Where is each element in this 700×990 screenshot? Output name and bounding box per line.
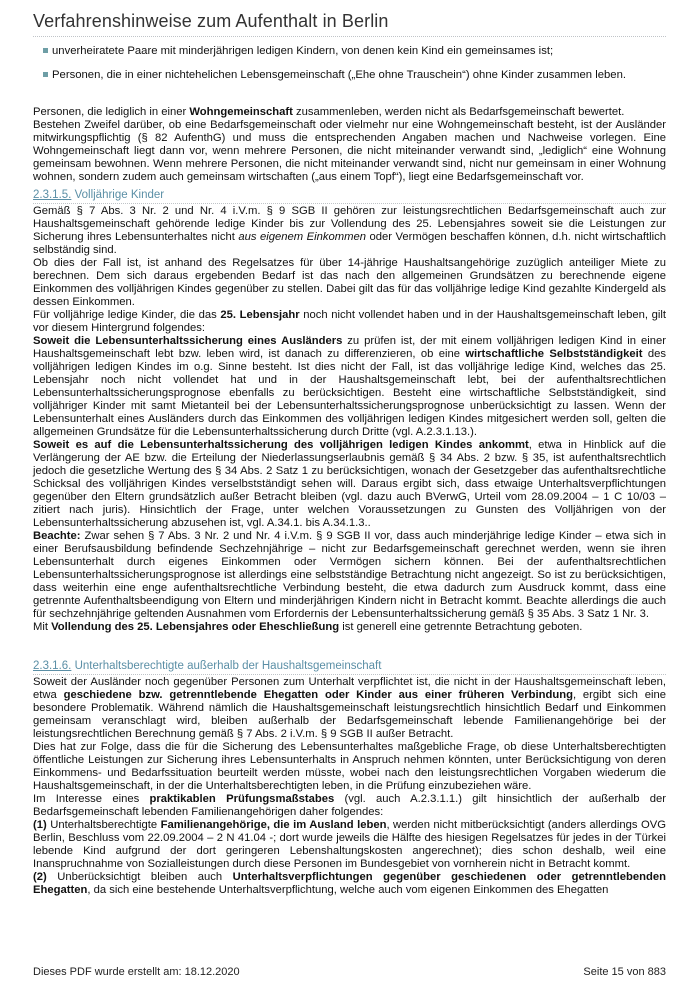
text: oder Vermögen beschaffen können, d.h. nicht wirtschaftlich selbständig sind. [33,231,666,256]
document-body [33,106,666,897]
text: Mit [33,621,52,633]
italic-text: aus eigenem Einkommen [238,231,366,243]
paragraph [33,793,666,819]
paragraph [33,106,666,119]
bullet-list [43,44,663,92]
page-number: Seite 15 von 883 [583,966,666,978]
paragraph: Bestehen Zweifel darüber, ob eine Bedarfsgemeinschaft oder vielmehr nur eine Wohngemeinschaft besteht, ist der Ausländer mitwirkungspflichtig (§ 82 AufenthG) und muss die entsprechenden Angaben machen und Nachweise vorlegen. Eine Wohngemeinschaft liegt dann vor, wenn mehrere Personen, die nicht miteinander verwandt sind, „lediglich“ eine Wohnung gemeinsam bewohnen. Wenn mehrere Personen, die nicht miteinander verwandt sind, nicht nur gemeinsam in einer Wohnung wohnen, sondern zudem auch gemeinsam wirtschaften („aus einem Topf“), liegt eine Bedarfsgemeinschaft vor. [33,119,666,183]
page-title: Verfahrenshinweise zum Aufenthalt in Berlin [33,11,666,37]
bold-text: (1) [33,819,47,831]
bold-text: Familienangehörige, die im Ausland leben [160,819,387,831]
bold-text: (2) [33,871,47,883]
bold-text: geschiedene bzw. getrenntlebende Ehegatten oder Kinder aus einer früheren Verbindung [63,689,573,701]
spacer [33,634,666,655]
text: zusammenleben, werden nicht als Bedarfsgemeinschaft bewertet. [292,106,625,118]
section-heading-2-3-1-6 [33,659,666,675]
text: zu prüfen ist, der mit einem volljährigen ledigen Kind in einer Haushaltsgemeinschaft lebt bzw. leben wird, ist danach zu differenzieren, ob eine [33,335,666,360]
paragraph [33,439,666,530]
text: , ergibt sich eine besondere Problematik. Während nämlich die Haushaltsgemeinschaft leistungsrechtlich hinsichtlich Bedarf und Einkommen gemeinsam veranschlagt wird, bleiben außerhalb der Bedarfsgemeinschaft lebende Familienangehörige bei der leistungsrechtlichen Berechnung gemäß § 7 Abs. 2 i.V.m. § 9 SGB II außer Betracht. [33,689,666,740]
bold-text: Wohngemeinschaft [189,106,293,118]
bold-text: Unterhaltsverpflichtungen gegenüber geschiedenen oder getrenntlebenden Ehegatten [33,871,666,896]
list-item [43,68,663,82]
text: Im Interesse eines [33,793,150,805]
bold-text: 25. Lebensjahr [220,309,300,321]
section-number-link[interactable]: 2.3.1.6. [33,660,72,672]
bold-text: Beachte: [33,530,81,542]
text: , werden nicht mitberücksichtigt (anders allerdings OVG Berlin, Beschluss vom 22.09.2004 – 2 N 41.04 -; dort wurde jeweils die Hälfte des hiesigen Regelsatzes für jedes in der Türkei lebende Kind aufgrund der dort geringeren Lebenshaltungskosten angerechnet); dies schon deshalb, weil eine Inanspruchnahme von Sozialleistungen durch diese Personen im Bundesgebiet von vornherein nicht in Betracht kommt. [33,819,667,870]
text: , da sich eine bestehende Unterhaltsverpflichtung, welche auch vom eigenen Einkommen des Ehegatten [87,884,609,896]
list-item-text: Personen, die in einer nichtehelichen Lebensgemeinschaft („Ehe ohne Trauschein“) ohne Kinder zusammen leben. [52,69,626,81]
text: noch nicht vollendet haben und in der Haushaltsgemeinschaft leben, gilt vor diesem Hintergrund folgendes: [33,309,666,334]
paragraph [33,871,666,897]
section-heading-2-3-1-5 [33,188,666,204]
paragraph: Ob dies der Fall ist, ist anhand des Regelsatzes für über 14-jährige Haushaltsangehörige zuzüglich anteiliger Miete zu berechnen. Dem sich daraus ergebenden Bedarf ist das nach den allgemeinen Grundsätzen zu berechnende eigene Einkommen des volljährigen Kindes gegenüber zu stellen. Dabei gilt das für das volljährige ledige Kind gezahlte Kindergeld als dessen Einkommen. [33,257,666,308]
text: Unterhaltsberechtigte [46,819,161,831]
square-bullet-icon [43,48,48,53]
text: Für volljährige ledige Kinder, die das [33,309,221,321]
creation-date: Dieses PDF wurde erstellt am: 18.12.2020 [33,966,240,978]
section-number-link[interactable]: 2.3.1.5. [33,189,72,201]
paragraph [33,205,666,257]
text: , etwa in Hinblick auf die Verlängerung der AE bzw. die Erteilung der Niederlassungserlaubnis gemäß § 34 Abs. 2 bzw. § 35, ist aufenthaltsrechtlich jedoch die gesetzliche Wertung des § 34 Abs. 2 Satz 1 zu berücksichtigen, wonach der Gesetzgeber das aufenthaltsrechtliche Schicksal des volljährigen Kindes verselbstständigt sehen will. Daraus ergibt sich, dass etwaige Unterhaltsverpflichtungen gegenüber den Eltern grundsätzlich außer Betracht bleiben (vgl. dazu auch BVerwG, Urteil vom 28.09.2004 – 1 C 10/03 – zitiert nach juris). Hinsichtlich der Frage, unter welchen Voraussetzungen zu Gunsten des Volljährigen von der Lebensunterhaltssicherung abzusehen ist, vgl. A.34.1. bis A.34.1.3.. [33,439,666,529]
text: Soweit der Ausländer noch gegenüber Personen zum Unterhalt verpflichtet ist, die nicht in der Haushaltsgemeinschaft leben, etwa [33,676,666,701]
bold-text: Soweit es auf die Lebensunterhaltssicherung des volljährigen ledigen Kindes ankommt [33,439,529,451]
paragraph [33,621,666,634]
text: Zwar sehen § 7 Abs. 3 Nr. 2 und Nr. 4 i.V.m. § 9 SGB II vor, dass auch minderjährige ledige Kinder – etwa sich in einer Berufsausbildung befindende Sechzehnjährige – nicht zur Bedarfsgemeinschaft gerechnet werden, wenn sie ihren Lebensunterhalt durch eigenes Einkommen oder Vermögen sichern können. Bei der aufenthaltsrechtlichen Lebensunterhaltssicherungsprognose ist allerdings eine selbstständige Betrachtung nicht angezeigt. So ist zu berücksichtigen, dass weiterhin eine enge aufenthaltsrechtliche Verbindung besteht, die etwa dadurch zum Ausdruck kommt, dass eine getrennte Aufenthaltsbeendigung von Eltern und minderjährigen Kindern nicht in Betracht kommt. Beachte allerdings die auch für sechzehnjährige geltenden Ausnahmen vom Erfordernis der Lebensunterhaltssicherung gemäß § 35 Abs. 3 Satz 1 Nr. 3. [33,530,666,620]
section-title: Unterhaltsberechtigte außerhalb der Haushaltsgemeinschaft [74,660,382,672]
text: des volljährigen ledigen Kindes im o.g. Sinne besteht. Ist dies nicht der Fall, ist das volljährige ledige Kind, welches das 25. Lebensjahr noch nicht vollendet hat und in der Haushaltsgemeinschaft lebt, bei der aufenthaltsrechtlichen Lebensunterhaltssicherungsprognose ebenfalls zu berücksichtigen. Besteht eine wirtschaftliche Selbstständigkeit, sind volljähriger Kinder mit samt Mietanteil bei der Lebensunterhaltssicherungsprognose unberücksichtigt zu lassen. Wenn der Lebensunterhalt eines Ausländers durch das Einkommen des volljährigen ledigen Kindes mitgesichert werden soll, gelten die allgemeinen Grundsätze für die Lebensunterhaltssicherung durch Dritte (vgl. A.2.3.1.13.). [33,348,667,438]
bold-text: praktikablen Prüfungsmaßstabes [149,793,335,805]
document-page [33,0,666,990]
text: Personen, die lediglich in einer [33,106,190,118]
bold-text: Vollendung des 25. Lebensjahres oder Eheschließung [51,621,340,633]
list-item-text: unverheiratete Paare mit minderjährigen ledigen Kindern, von denen kein Kind ein gemeinsames ist; [52,45,554,57]
text: Gemäß § 7 Abs. 3 Nr. 2 und Nr. 4 i.V.m. § 9 SGB II gehören zur leistungsrechtlichen Bedarfsgemeinschaft auch zur Haushaltsgemeinschaft gehörende ledige Kinder bis zur Vollendung des 25. Lebensjahres soweit sie die Leistungen zur Sicherung ihres Lebensunterhaltes nicht [33,205,666,243]
paragraph [33,676,666,741]
text: Unberücksichtigt bleiben auch [46,871,233,883]
square-bullet-icon [43,72,48,77]
bold-text: Soweit die Lebensunterhaltssicherung eines Ausländers [33,335,343,347]
paragraph [33,335,666,439]
section-title: Volljährige Kinder [74,189,165,201]
bold-text: wirtschaftliche Selbstständigkeit [465,348,643,360]
list-item [43,44,663,58]
paragraph [33,819,666,871]
paragraph [33,309,666,335]
paragraph [33,530,666,621]
text: (vgl. auch A.2.3.1.1.) gilt hinsichtlich der außerhalb der Bedarfsgemeinschaft lebenden Familienangehörigen daher folgendes: [33,793,666,818]
text: ist generell eine getrennte Betrachtung geboten. [339,621,583,633]
paragraph: Dies hat zur Folge, dass die für die Sicherung des Lebensunterhaltes maßgebliche Frage, ob diese Unterhaltsberechtigten öffentliche Leistungen zur Sicherung ihres Lebensunterhalts in Anspruch nehmen könnten, unter Berücksichtigung von deren Einkommens- und Bedarfssituation beurteilt werden müsste, wobei nach den leistungsrechtlichen Vorgaben wiederum die Haushaltsgemeinschaft, in der die Unterhaltsberechtigten leben, in die Prüfung einzubeziehen wäre. [33,741,666,792]
